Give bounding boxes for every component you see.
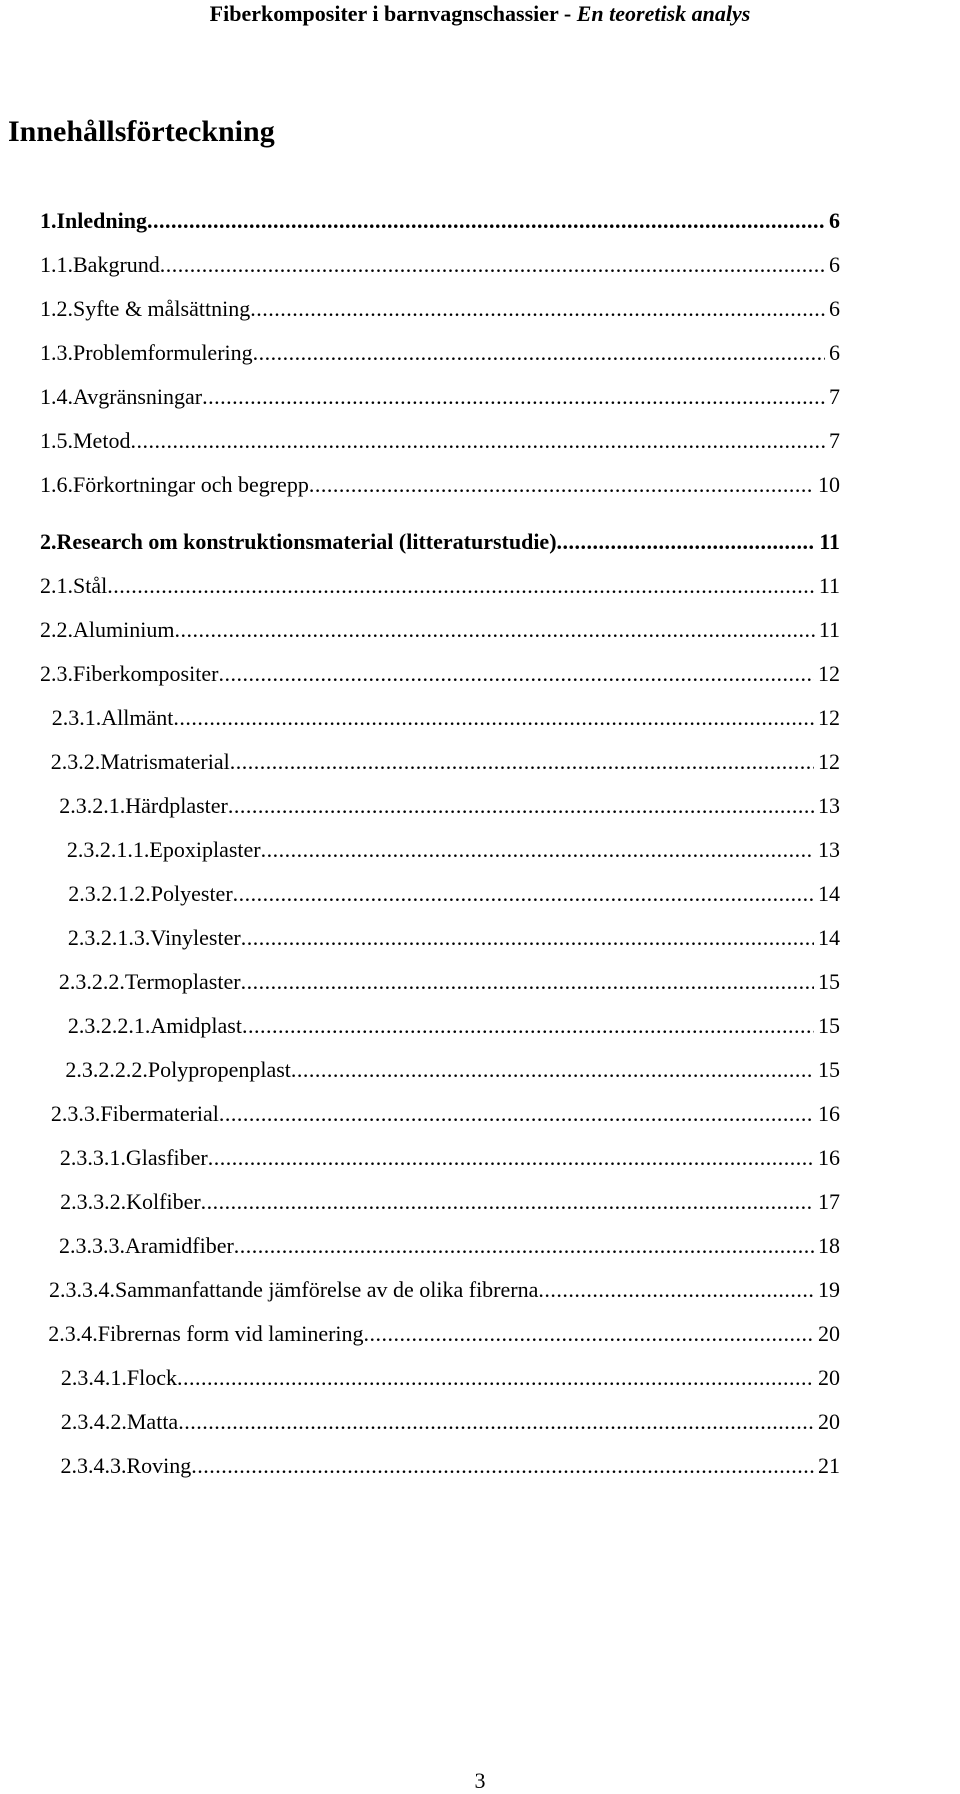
document-title: Fiberkompositer i barnvagnschassier - (209, 1, 577, 26)
toc-entry-2-3-4[interactable] (40, 1316, 840, 1352)
toc-entry-number: 2. (40, 529, 57, 554)
toc-leader-dots (291, 1052, 814, 1088)
toc-entry-page: 7 (829, 428, 840, 453)
toc-entry-number: 2.3.2.1.2. (68, 881, 151, 906)
toc-leader-dots (557, 524, 816, 560)
toc-entry-title: Polypropenplast (147, 1057, 291, 1082)
toc-entry-title: Epoxiplaster (149, 837, 261, 862)
toc-entry-title: Härdplaster (125, 793, 228, 818)
toc-entry-page: 12 (818, 705, 840, 730)
toc-entry-number: 2.3.3. (50, 1101, 101, 1126)
toc-leader-dots (191, 1448, 814, 1484)
toc-entry-number: 2.3.2.2.2. (65, 1057, 148, 1082)
toc-entry-number: 2.3.2.1.1. (66, 837, 150, 862)
toc-entry-title: Sammanfattande jämförelse av de olika fibrerna (115, 1277, 539, 1302)
toc-leader-dots (147, 203, 825, 239)
toc-leader-dots (234, 1228, 814, 1264)
toc-entry-1-3[interactable] (40, 335, 840, 371)
toc-entry-page: 16 (818, 1145, 840, 1170)
toc-entry-number: 2.3.3.1. (59, 1145, 126, 1170)
toc-leader-dots (178, 1404, 814, 1440)
toc-leader-dots (107, 568, 815, 604)
toc-entry-2-3-2-2-1[interactable] (40, 1008, 840, 1044)
toc-entry-title: Polyester (150, 881, 233, 906)
toc-entry-2-3-2-1[interactable] (40, 788, 840, 824)
toc-entry-2-3-3-3[interactable] (40, 1228, 840, 1264)
toc-leader-dots (174, 612, 814, 648)
toc-entry-2-3-3[interactable] (40, 1096, 840, 1132)
toc-entry-number: 1.6. (40, 472, 73, 497)
toc-entry-number: 2.3.2.1. (59, 793, 126, 818)
toc-entry-title: Vinylester (150, 925, 241, 950)
toc-entry-page: 13 (818, 793, 840, 818)
toc-entry-title: Fiberkompositer (73, 661, 219, 686)
toc-entry-2-3-4-1[interactable] (40, 1360, 840, 1396)
toc-entry-2-3-2-1-1[interactable] (40, 832, 840, 868)
toc-entry-number: 2.3.2.2.1. (67, 1013, 151, 1038)
toc-entry-page: 20 (818, 1365, 840, 1390)
toc-entry-page: 15 (818, 969, 840, 994)
toc-entry-number: 1.1. (40, 252, 73, 277)
toc-entry-page: 11 (819, 529, 840, 554)
toc-entry-title: Aluminium (73, 617, 175, 642)
toc-leader-dots (230, 744, 814, 780)
toc-entry-title: Research om konstruktionsmaterial (litteraturstudie) (56, 529, 557, 554)
toc-leader-dots (173, 700, 814, 736)
toc-leader-dots (309, 467, 814, 503)
toc-entry-number: 2.3.1. (51, 705, 102, 730)
toc-entry-page: 19 (818, 1277, 840, 1302)
toc-leader-dots (177, 1360, 814, 1396)
toc-entry-page: 16 (818, 1101, 840, 1126)
toc-leader-dots (202, 379, 825, 415)
toc-entry-page: 13 (818, 837, 840, 862)
toc-entry-title: Fibermaterial (100, 1101, 219, 1126)
toc-entry-number: 2.3.2.1.3. (67, 925, 151, 950)
toc-entry-2-3[interactable] (40, 656, 840, 692)
toc-entry-2-3-2-2[interactable] (40, 964, 840, 1000)
running-header (0, 0, 960, 28)
toc-entry-1-4[interactable] (40, 379, 840, 415)
toc-entry-page: 14 (818, 881, 840, 906)
toc-leader-dots (130, 423, 825, 459)
page-number: 3 (474, 1768, 486, 1793)
toc-leader-dots (538, 1272, 814, 1308)
toc-entry-page: 11 (818, 573, 840, 598)
toc-entry-2-3-4-3[interactable] (40, 1448, 840, 1484)
toc-leader-dots (201, 1184, 814, 1220)
toc-entry-title: Fibrernas form vid laminering (97, 1321, 364, 1346)
toc-entry-title: Roving (126, 1453, 192, 1478)
toc-leader-dots (364, 1316, 814, 1352)
toc-entry-number: 2.3.3.3. (59, 1233, 126, 1258)
toc-entry-title: Förkortningar och begrepp (73, 472, 309, 497)
toc-entry-number: 2.3. (40, 661, 73, 686)
toc-entry-page: 14 (818, 925, 840, 950)
toc-leader-dots (160, 247, 825, 283)
toc-entry-page: 11 (818, 617, 840, 642)
toc-entry-2-3-2-1-3[interactable] (40, 920, 840, 956)
toc-entry-page: 6 (829, 340, 840, 365)
toc-entry-title: Inledning (56, 208, 147, 233)
toc-entry-title: Avgränsningar (73, 384, 203, 409)
toc-entry-number: 2.3.2.2. (58, 969, 125, 994)
toc-entry-2-3-3-1[interactable] (40, 1140, 840, 1176)
toc-entry-title: Stål (73, 573, 108, 598)
toc-entry-number: 1.2. (40, 296, 73, 321)
toc-entry-1-6[interactable] (40, 467, 840, 503)
toc-entry-page: 12 (818, 749, 840, 774)
toc-entry-number: 2.1. (40, 573, 73, 598)
toc-entry-title: Flock (126, 1365, 178, 1390)
toc-entry-number: 1.5. (40, 428, 73, 453)
document-subtitle: En teoretisk analys (576, 1, 751, 26)
toc-entry-title: Amidplast (150, 1013, 242, 1038)
toc-entry-number: 2.3.4.2. (60, 1409, 127, 1434)
toc-entry-page: 18 (818, 1233, 840, 1258)
toc-leader-dots (241, 920, 814, 956)
toc-entry-page: 6 (829, 252, 840, 277)
toc-entry-page: 12 (818, 661, 840, 686)
toc-entry-1-1[interactable] (40, 247, 840, 283)
toc-entry-page: 21 (818, 1453, 840, 1478)
toc-entry-number: 2.3.4.1. (60, 1365, 127, 1390)
toc-entry-title: Syfte & målsättning (73, 296, 251, 321)
toc-entry-title: Termoplaster (124, 969, 241, 994)
toc-entry-number: 2.3.4. (48, 1321, 98, 1346)
toc-entry-1-2[interactable] (40, 291, 840, 327)
toc-entry-1-5[interactable] (40, 423, 840, 459)
toc-entry-2-2[interactable] (40, 612, 840, 648)
toc-entry-2-3-2-2-2[interactable] (40, 1052, 840, 1088)
toc-entry-number: 1. (40, 208, 57, 233)
toc-leader-dots (241, 964, 814, 1000)
toc-entry-title: Metod (73, 428, 131, 453)
toc-entry-number: 2.3.3.4. (49, 1277, 116, 1302)
toc-entry-title: Matta (126, 1409, 179, 1434)
toc-entry-2-3-2[interactable] (40, 744, 840, 780)
toc-entry-number: 2.3.2. (50, 749, 101, 774)
toc-entry-page: 7 (829, 384, 840, 409)
toc-leader-dots (233, 876, 814, 912)
toc-entry-page: 6 (829, 208, 840, 233)
toc-entry-1[interactable] (40, 203, 840, 239)
toc-leader-dots (218, 656, 814, 692)
toc-leader-dots (228, 788, 814, 824)
toc-entry-page: 20 (818, 1321, 840, 1346)
toc-leader-dots (261, 832, 814, 868)
toc-entry-number: 2.2. (40, 617, 73, 642)
toc-entry-2-1[interactable] (40, 568, 840, 604)
toc-entry-2-3-3-2[interactable] (40, 1184, 840, 1220)
toc-entry-number: 1.3. (40, 340, 73, 365)
toc-entry-number: 1.4. (40, 384, 73, 409)
toc-leader-dots (242, 1008, 814, 1044)
toc-entry-page: 17 (818, 1189, 840, 1214)
toc-entry-title: Problemformulering (73, 340, 253, 365)
toc-entry-title: Kolfiber (126, 1189, 201, 1214)
toc-leader-dots (253, 335, 825, 371)
toc-entry-page: 15 (818, 1057, 840, 1082)
toc-entry-page: 6 (829, 296, 840, 321)
toc-leader-dots (250, 291, 825, 327)
toc-entry-2-3-3-4[interactable] (40, 1272, 840, 1308)
toc-entry-title: Glasfiber (125, 1145, 208, 1170)
toc-entry-title: Allmänt (101, 705, 174, 730)
toc-entry-page: 10 (818, 472, 840, 497)
toc-entry-2-3-2-1-2[interactable] (40, 876, 840, 912)
toc-entry-title: Aramidfiber (125, 1233, 234, 1258)
toc-entry-number: 2.3.4.3. (60, 1453, 127, 1478)
toc-entry-page: 20 (818, 1409, 840, 1434)
toc-entry-2-3-4-2[interactable] (40, 1404, 840, 1440)
toc-entry-2[interactable] (40, 524, 840, 560)
toc-heading: Innehållsförteckning (8, 115, 275, 148)
toc-entry-title: Matrismaterial (100, 749, 230, 774)
toc-entry-title: Bakgrund (73, 252, 160, 277)
toc-leader-dots (208, 1140, 814, 1176)
toc-entry-page: 15 (818, 1013, 840, 1038)
toc-entry-number: 2.3.3.2. (60, 1189, 127, 1214)
toc-leader-dots (219, 1096, 814, 1132)
toc-entry-2-3-1[interactable] (40, 700, 840, 736)
